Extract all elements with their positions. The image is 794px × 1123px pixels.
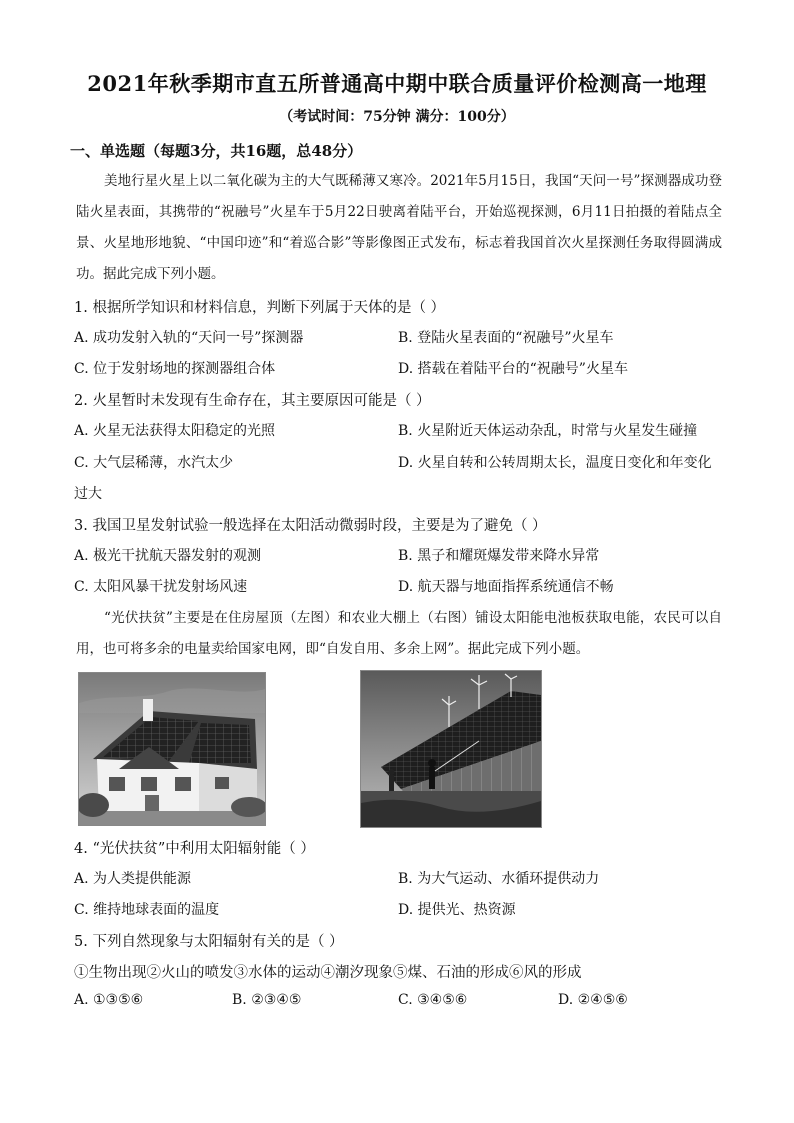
question-2-option-d: D. 火星自转和公转周期太长，温度日变化和年变化 <box>398 455 712 471</box>
section-heading: 一、单选题（每题3分，共16题，总48分） <box>70 142 363 160</box>
passage-solar-poverty: “光伏扶贫”主要是在住房屋顶（左图）和农业大棚上（右图）铺设太阳能电池板获取电能，农民可以自用，也可将多余的电量卖给国家电网，即“自发自用、多余上网”。据此完成下列小题。 <box>76 610 722 657</box>
house-solar-photo <box>78 672 266 826</box>
question-2-stem: 2. 火星暂时未发现有生命存在，其主要原因可能是（ ） <box>74 393 431 409</box>
question-2-option-a: A. 火星无法获得太阳稳定的光照 <box>74 423 276 439</box>
question-5-stem: 5. 下列自然现象与太阳辐射有关的是（ ） <box>74 934 344 950</box>
question-2-option-d-continued: 过大 <box>74 486 102 502</box>
question-4-option-b: B. 为大气运动、水循环提供动力 <box>398 871 600 887</box>
question-1-option-a: A. 成功发射入轨的“天问一号”探测器 <box>74 330 304 346</box>
question-4-option-c: C. 维持地球表面的温度 <box>74 902 220 918</box>
question-1-option-c: C. 位于发射场地的探测器组合体 <box>74 361 276 377</box>
question-5-option-a: A. ①③⑤⑥ <box>74 992 144 1008</box>
question-3-option-a: A. 极光干扰航天器发射的观测 <box>74 548 262 564</box>
exam-title: 2021年秋季期市直五所普通高中期中联合质量评价检测高一地理 <box>87 71 707 96</box>
question-3-option-d: D. 航天器与地面指挥系统通信不畅 <box>398 579 614 595</box>
greenhouse-solar-photo <box>360 670 542 828</box>
question-5-option-b: B. ②③④⑤ <box>232 992 302 1008</box>
question-3-option-c: C. 太阳风暴干扰发射场风速 <box>74 579 248 595</box>
question-3-stem: 3. 我国卫星发射试验一般选择在太阳活动微弱时段，主要是为了避免（ ） <box>74 518 547 534</box>
question-5-option-c: C. ③④⑤⑥ <box>398 992 468 1008</box>
question-1-option-d: D. 搭载在着陆平台的“祝融号”火星车 <box>398 361 628 377</box>
exam-subtitle: （考试时间：75分钟 满分：100分） <box>279 109 515 125</box>
question-2-option-c: C. 大气层稀薄，水汽太少 <box>74 455 234 471</box>
question-4-option-a: A. 为人类提供能源 <box>74 871 192 887</box>
question-5-items: ①生物出现②火山的喷发③水体的运动④潮汐现象⑤煤、石油的形成⑥风的形成 <box>74 965 582 981</box>
question-2-option-b: B. 火星附近天体运动杂乱，时常与火星发生碰撞 <box>398 423 698 439</box>
question-4-option-d: D. 提供光、热资源 <box>398 902 516 918</box>
question-1-option-b: B. 登陆火星表面的“祝融号”火星车 <box>398 330 614 346</box>
question-4-stem: 4. “光伏扶贫”中利用太阳辐射能（ ） <box>74 841 315 857</box>
passage-mars: 美地行星火星上以二氧化碳为主的大气既稀薄又寒冷。2021年5月15日，我国“天问一号”探测器成功登陆火星表面，其携带的“祝融号”火星车于5月22日驶离着陆平台，开始巡视探测，6月11日拍摄的着陆点全景、火星地形地貌、“中国印迹”和“着巡合影”等影像图正式发布，标志着我国首次火星探测任务取得圆满成功。据此完成下列小题。 <box>76 173 722 282</box>
question-5-option-d: D. ②④⑤⑥ <box>558 992 628 1008</box>
question-3-option-b: B. 黑子和耀斑爆发带来降水异常 <box>398 548 600 564</box>
question-1-stem: 1. 根据所学知识和材料信息，判断下列属于天体的是（ ） <box>74 300 446 316</box>
